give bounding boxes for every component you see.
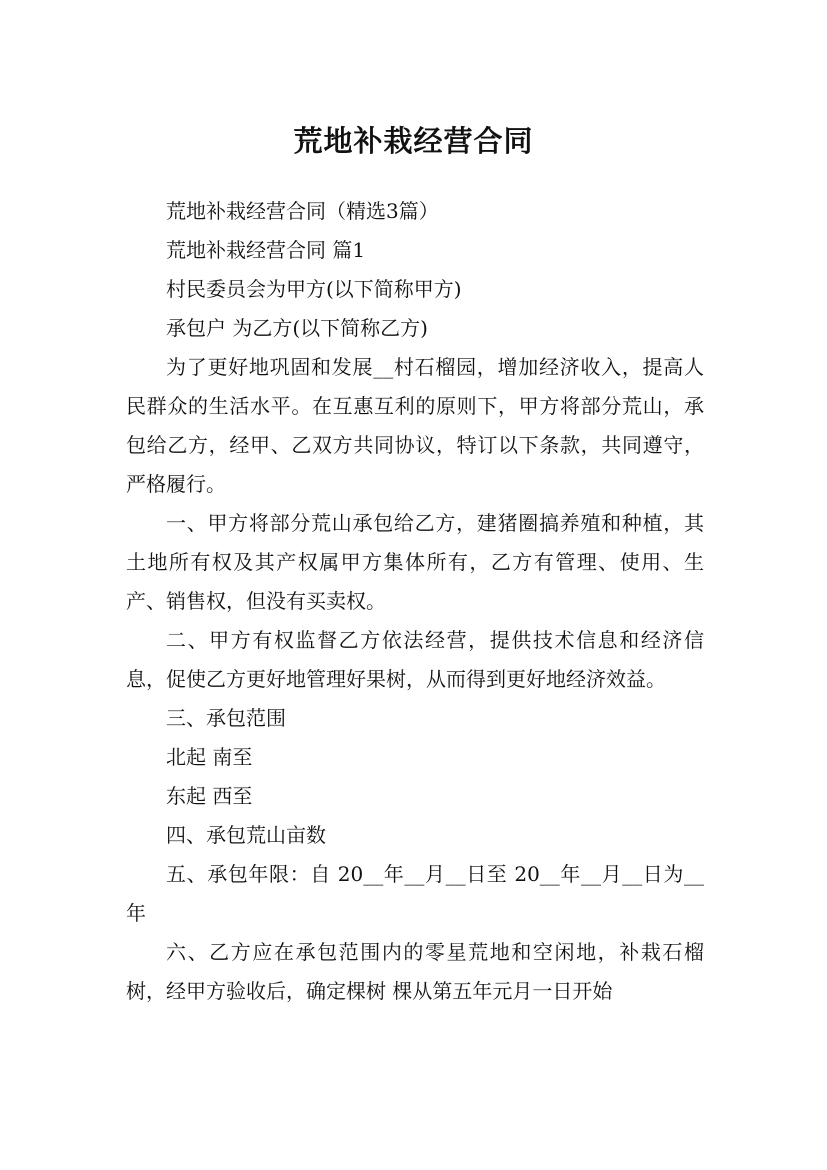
paragraph-clause-2: 二、甲方有权监督乙方依法经营，提供技术信息和经济信息，促使乙方更好地管理好果树，从而得到更好地经济效益。 xyxy=(126,628,704,691)
paragraph-boundary-north-south: 北起 南至 xyxy=(166,745,253,769)
paragraph-clause-6: 六、乙方应在承包范围内的零星荒地和空闲地，补栽石榴树，经甲方验收后，确定棵树 棵从第五年元月一日开始 xyxy=(126,940,704,1003)
paragraph-clause-3: 三、承包范围 xyxy=(166,706,286,730)
paragraph-clause-5: 五、承包年限：自 20__年__月__日至 20__年__月__日为__年 xyxy=(126,862,704,925)
paragraph-preamble: 为了更好地巩固和发展__村石榴园，增加经济收入，提高人民群众的生活水平。在互惠互利的原则下，甲方将部分荒山，承包给乙方，经甲、乙双方共同协议，特订以下条款，共同遵守，严格履行。 xyxy=(126,355,704,496)
paragraph-clause-1: 一、甲方将部分荒山承包给乙方，建猪圈搞养殖和种植，其土地所有权及其产权属甲方集体所有，乙方有管理、使用、生产、销售权，但没有买卖权。 xyxy=(126,511,704,613)
paragraph-party-a: 村民委员会为甲方(以下简称甲方) xyxy=(166,277,462,301)
paragraph-section-heading: 荒地补栽经营合同 篇1 xyxy=(166,238,366,262)
paragraph-subtitle: 荒地补栽经营合同（精选3篇） xyxy=(166,199,439,223)
document-title: 荒地补栽经营合同 xyxy=(293,124,534,159)
document-body xyxy=(126,192,704,1011)
paragraph-clause-4: 四、承包荒山亩数 xyxy=(166,823,326,847)
paragraph-party-b: 承包户 为乙方(以下简称乙方) xyxy=(166,316,428,340)
paragraph-boundary-east-west: 东起 西至 xyxy=(166,784,253,808)
